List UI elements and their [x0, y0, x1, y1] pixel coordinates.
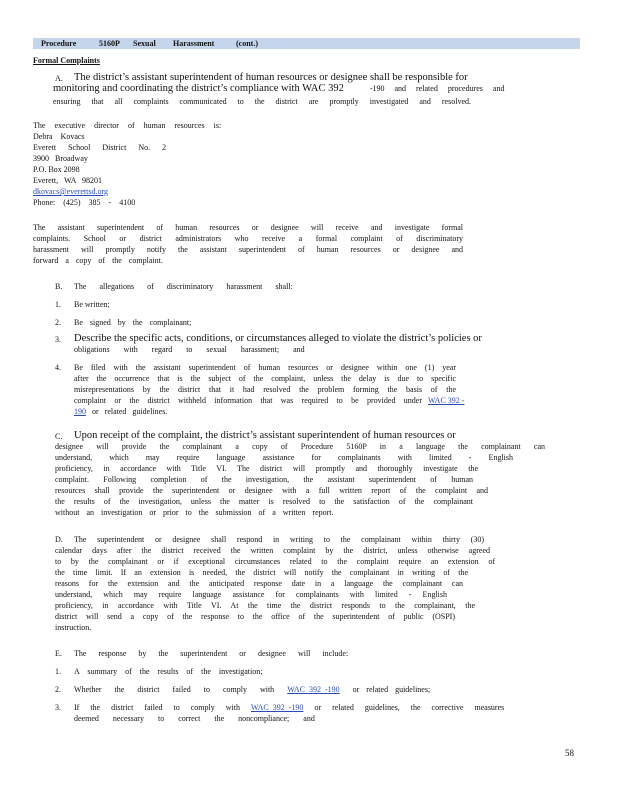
para-a-label: A.	[55, 74, 63, 83]
e-item2-line	[74, 684, 430, 695]
para-d-line6: understand, which may require language assistance for complainants with limited - English	[55, 590, 447, 599]
b-item2-num: 2.	[55, 318, 61, 327]
para-c-line7: the results of the investigation, unless the matter is resolved to the satisfaction of the complainant	[55, 497, 473, 506]
contact-city: Everett, WA 98201	[33, 176, 102, 185]
b-item3-big: Describe the specific acts, conditions, or circumstances alleged to violate the district’s policies or	[74, 333, 482, 344]
e-item2-post: or related guidelines;	[352, 685, 431, 694]
para-d-line1: The superintendent or designee shall respond in writing to the complainant within thirty (30)	[74, 535, 484, 544]
para-e-label: E.	[55, 649, 62, 658]
e-item3-pre: If the district failed to comply with	[74, 703, 240, 712]
b-item4-line2: after the occurrence that is the subject of the complaint, unless the delay is due to specific	[74, 374, 456, 383]
page-number: 58	[565, 748, 574, 758]
contact-email-link[interactable]: dkovacs@everettsd.org	[33, 187, 108, 196]
b-item4-line4-text: complaint or the district withheld information that was required to be provided under	[74, 396, 422, 405]
e-item3-post: or related guidelines, the corrective measures	[314, 703, 505, 712]
section-title: Formal Complaints	[33, 56, 100, 65]
b-item4-num: 4.	[55, 363, 61, 372]
contact-street: 3900 Broadway	[33, 154, 88, 163]
intro-line3: harassment will promptly notify the assistant superintendent of human resources or designee and	[33, 245, 463, 254]
intro-line4: forward a copy of the complaint.	[33, 256, 163, 265]
header-title-2: Harassment	[173, 39, 215, 48]
para-c-line1: Upon receipt of the complaint, the district’s assistant superintendent of human resources or	[74, 430, 456, 441]
para-a-line3: ensuring that all complaints communicated to the district are promptly investigated and resolved.	[53, 97, 471, 106]
para-a-line2	[53, 83, 504, 94]
contact-org: Everett School District No. 2	[33, 143, 167, 152]
para-c-line2: designee will provide the complainant a copy of Procedure 5160P in a language the complainant can	[55, 442, 545, 451]
para-e-text: The response by the superintendent or designee will include:	[74, 649, 349, 658]
para-d-line7: proficiency, in accordance with Title VI. At the time the district responds to the complainant, the	[55, 601, 475, 610]
contact-name: Debra Kovacs	[33, 132, 85, 141]
wac-link-b4[interactable]: WAC 392 -	[428, 396, 465, 405]
para-b-text: The allegations of discriminatory harassment shall:	[74, 282, 293, 291]
para-c-line8: without an investigation or prior to the submission of a written report.	[55, 508, 334, 517]
e-item2-num: 2.	[55, 685, 61, 694]
contact-po: P.O. Box 2098	[33, 165, 80, 174]
b-item4-line3: misrepresentations by the district that it had resolved the problem forming the basis of the	[74, 385, 456, 394]
e-item1-text: A summary of the results of the investigation;	[74, 667, 263, 676]
procedure-header	[33, 38, 580, 49]
para-d-line5: reasons for the extension and the anticipated response date in a language the complainant can	[55, 579, 463, 588]
para-d-label: D.	[55, 535, 63, 544]
para-d-line3: to by the complainant or if exceptional circumstances related to the complaint require an extension of	[55, 557, 495, 566]
wac-link-e2[interactable]: WAC 392 -190	[287, 685, 340, 694]
para-c-line5: complaint. Following completion of the investigation, the assistant superintendent of human	[55, 475, 473, 484]
b-item1-text: Be written;	[74, 300, 110, 309]
b-item4-line1: Be filed with the assistant superintendent of human resources or designee within one (1) year	[74, 363, 456, 372]
para-c-label: C.	[55, 432, 63, 441]
b-item2-text: Be signed by the complainant;	[74, 318, 192, 327]
wac-link-b4-cont[interactable]: 190	[74, 407, 86, 416]
b-item4-line4	[74, 395, 464, 406]
para-a-line2-big: monitoring and coordinating the district’s compliance with WAC 392	[53, 83, 344, 94]
para-a-line1: The district’s assistant superintendent of human resources or designee shall be responsible for	[74, 72, 468, 83]
para-a-line2-small: -190 and related procedures and	[369, 84, 505, 93]
wac-link-e3[interactable]: WAC 392 -190	[250, 703, 304, 712]
e-item3-line2: deemed necessary to correct the noncompliance; and	[74, 714, 315, 723]
header-number: 5160P	[99, 39, 120, 48]
para-b-label: B.	[55, 282, 63, 291]
para-c-line6: resources shall provide the superintendent or designee with a full written report of the complaint and	[55, 486, 488, 495]
b-item3-small: obligations with regard to sexual harassment; and	[74, 345, 305, 354]
para-c-line4: proficiency, in accordance with Title VI. The district will promptly and thoroughly investigate the	[55, 464, 478, 473]
b-item1-num: 1.	[55, 300, 61, 309]
header-procedure: Procedure	[41, 39, 77, 48]
para-d-line8: district will send a copy of the response to the office of the superintendent of public (OSPI)	[55, 612, 455, 621]
e-item3-line1	[74, 702, 504, 713]
b-item4-line5-text: or related guidelines.	[92, 407, 168, 416]
intro-line1: The assistant superintendent of human resources or designee will receive and investigate formal	[33, 223, 463, 232]
header-title-1: Sexual	[133, 39, 156, 48]
e-item2-pre: Whether the district failed to comply with	[74, 685, 275, 694]
b-item4-line5	[74, 406, 167, 417]
para-d-line2: calendar days after the district received the written complaint by the district, unless otherwise agreed	[55, 546, 490, 555]
e-item1-num: 1.	[55, 667, 61, 676]
e-item3-num: 3.	[55, 703, 61, 712]
contact-intro: The executive director of human resources is:	[33, 121, 222, 130]
para-d-line4: the time limit. If an extension is needed, the district will notify the complainant in writing of the	[55, 568, 468, 577]
para-c-line3: understand, which may require language assistance for complainants with limited - English	[55, 453, 513, 462]
intro-line2: complaints. School or district administrators who receive a formal complaint of discriminatory	[33, 234, 463, 243]
b-item3-num: 3.	[55, 335, 61, 344]
contact-phone: Phone: (425) 385 - 4100	[33, 198, 136, 207]
para-d-line9: instruction.	[55, 623, 92, 632]
header-cont: (cont.)	[236, 39, 258, 48]
